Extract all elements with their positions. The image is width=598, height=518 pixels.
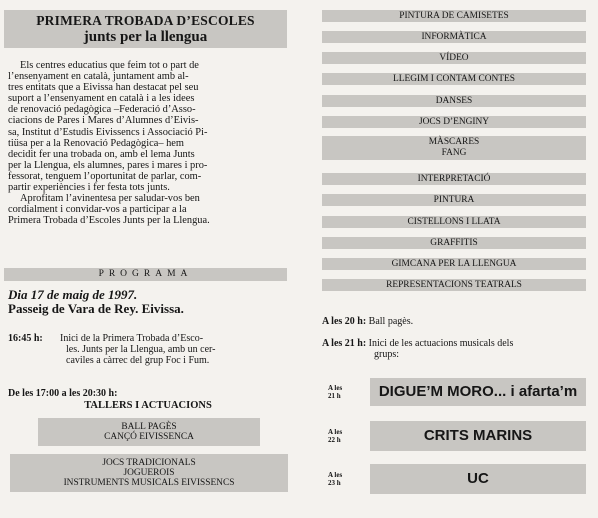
band-time-line: A les bbox=[328, 384, 343, 392]
intro-line: Primera Trobada d’Escoles Junts per la Llengua. bbox=[8, 215, 210, 227]
workshop-bar: GRAFFITIS bbox=[322, 237, 586, 249]
intro-line: suport a l’ensenyament en català i a les idees bbox=[8, 93, 195, 105]
activity-line: BALL PAGÈS bbox=[121, 422, 177, 432]
intro-text bbox=[8, 60, 287, 226]
music-text-line2: grups: bbox=[374, 349, 399, 360]
title-box bbox=[4, 10, 287, 48]
band-time-label bbox=[328, 471, 368, 487]
intro-paragraph-1 bbox=[8, 60, 287, 193]
band-name: UC bbox=[370, 464, 586, 494]
workshop-bar: CISTELLONS I LLATA bbox=[322, 216, 586, 228]
tallers-time: De les 17:00 a les 20:30 h: bbox=[8, 388, 118, 399]
intro-paragraph-2 bbox=[8, 193, 287, 226]
band-name: CRITS MARINS bbox=[370, 421, 586, 451]
workshop-bar: INTERPRETACIÓ bbox=[322, 173, 586, 185]
entry-text-line: les. Junts per la Llengua, amb un cer- bbox=[66, 344, 216, 355]
workshop-bar: JOCS D’ENGINY bbox=[322, 116, 586, 128]
workshop-bar: VÍDEO bbox=[322, 52, 586, 64]
band-time-label bbox=[328, 384, 368, 400]
intro-line: Els centres educatius que feim tot o part de bbox=[20, 60, 199, 71]
activity-box-1 bbox=[38, 418, 260, 446]
entry-time: 16:45 h: bbox=[8, 333, 43, 344]
tallers-title: TALLERS I ACTUACIONS bbox=[84, 400, 212, 411]
intro-line: sa, Institut d’Estudis Eivissencs i Associació Pi- bbox=[8, 126, 208, 138]
workshop-bar: PINTURA DE CAMISETES bbox=[322, 10, 586, 22]
intro-line: ciacions de Pares i Mares d’Alumnes d’Eivis- bbox=[8, 115, 199, 127]
activity-line: CANÇÓ EIVISSENCA bbox=[104, 432, 194, 442]
intro-line: l’ensenyament en català, juntament amb al- bbox=[8, 71, 189, 83]
intro-line: per la Llengua, els alumnes, pares i mares i pro- bbox=[8, 159, 208, 171]
activity-box-2 bbox=[10, 454, 288, 492]
intro-line: tiüsa per a la Renovació Pedagògica– hem bbox=[8, 137, 185, 149]
workshop-bar: INFORMÀTICA bbox=[322, 31, 586, 43]
right-column bbox=[310, 0, 598, 518]
event-place: Passeig de Vara de Rey. Eivissa. bbox=[8, 301, 184, 316]
ball-time: A les 20 h: bbox=[322, 316, 367, 327]
band-time-line: 22 h bbox=[328, 436, 341, 444]
title-line2: junts per la llengua bbox=[83, 29, 208, 45]
activity-line: JOCS TRADICIONALS bbox=[102, 458, 196, 468]
band-time-line: A les bbox=[328, 428, 343, 436]
intro-line: fessorat, tenguem l’oportunitat de parlar, com- bbox=[8, 170, 202, 182]
band-time-line: 23 h bbox=[328, 479, 341, 487]
entry-text-line: caviles a càrrec del grup Foc i Fum. bbox=[66, 355, 210, 366]
workshop-bar: LLEGIM I CONTAM CONTES bbox=[322, 73, 586, 85]
workshop-line: FANG bbox=[441, 148, 467, 158]
intro-line: cordialment i convidar-vos a participar a la bbox=[8, 204, 187, 216]
event-date: Dia 17 de maig de 1997. bbox=[8, 287, 138, 302]
band-time-line: A les bbox=[328, 471, 343, 479]
workshop-bar: GIMCANA PER LA LLENGUA bbox=[322, 258, 586, 270]
intro-line: decidit fer una trobada on, amb el lema Junts bbox=[8, 148, 195, 160]
band-time-label bbox=[328, 428, 368, 444]
workshop-bar-double bbox=[322, 136, 586, 160]
ball-text: Ball pagès. bbox=[368, 316, 414, 327]
activity-line: JOGUEROIS bbox=[123, 468, 175, 478]
intro-line: de renovació pedagògica –Federació d’Asso- bbox=[8, 104, 196, 116]
workshop-line: MÀSCARES bbox=[428, 137, 480, 147]
title-line1: PRIMERA TROBADA D’ESCOLES bbox=[36, 13, 255, 28]
band-time-line: 21 h bbox=[328, 392, 341, 400]
workshop-bar: REPRESENTACIONS TEATRALS bbox=[322, 279, 586, 291]
ball-row bbox=[322, 316, 413, 327]
activity-line: INSTRUMENTS MUSICALS EIVISSENCS bbox=[63, 478, 235, 488]
workshop-bar: PINTURA bbox=[322, 194, 586, 206]
music-time: A les 21 h: bbox=[322, 338, 367, 349]
band-name: DIGUE’M MORO... i afarta’m bbox=[370, 378, 586, 406]
intro-line: partir experiències i fer festa tots junts. bbox=[8, 182, 170, 194]
programa-heading: PROGRAMA bbox=[4, 268, 287, 281]
music-text: Inici de les actuacions musicals dels bbox=[368, 338, 514, 349]
entry-text-line: Inici de la Primera Trobada d’Esco- bbox=[60, 333, 204, 344]
intro-line: Aprofitam l’avinentesa per saludar-vos ben bbox=[20, 193, 200, 205]
workshop-bar: DANSES bbox=[322, 95, 586, 107]
intro-line: tres entitats que a Eivissa han destacat pel seu bbox=[8, 82, 199, 94]
music-row bbox=[322, 338, 513, 349]
